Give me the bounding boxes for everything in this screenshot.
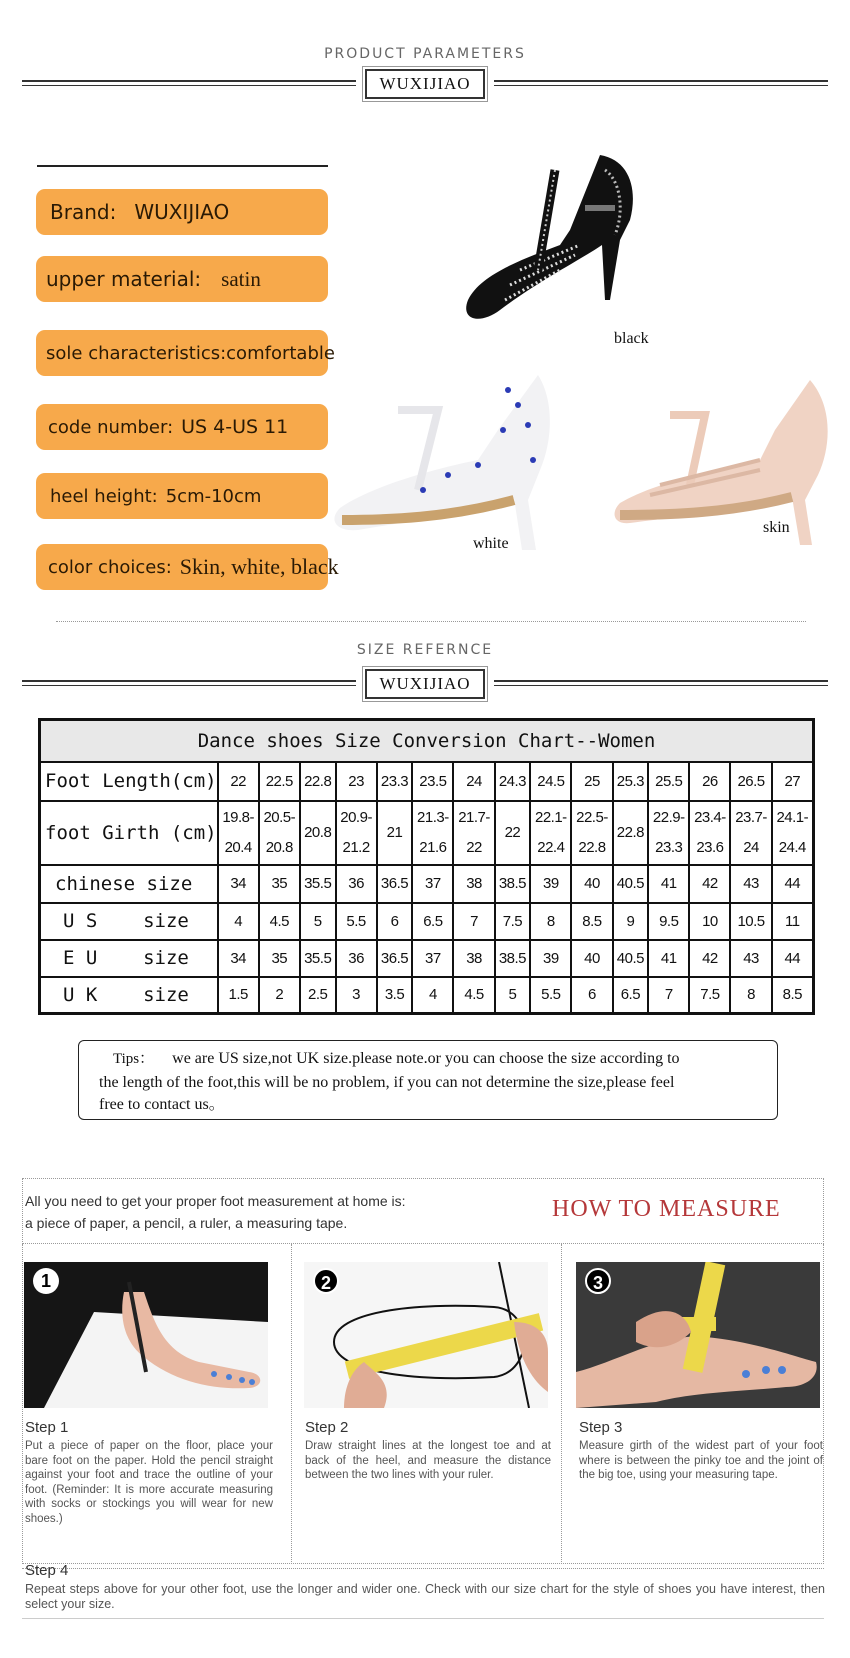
- tips-line-1: we are US size,not UK size.please note.or you can choose the size according to: [172, 1050, 680, 1067]
- foot-girth-cell-bottom: 23.6: [696, 838, 724, 856]
- eu-cell: 35.5: [300, 940, 336, 977]
- foot-girth-cell: [336, 801, 377, 865]
- foot-length-cell: 24.5: [530, 762, 571, 801]
- foot-girth-cell-top: 22.8: [616, 823, 644, 841]
- foot-girth-cell-bottom: 22.8: [578, 838, 606, 856]
- tips-box: [78, 1040, 778, 1120]
- us-cell: 9.5: [648, 903, 689, 940]
- foot-length-cell: 26: [689, 762, 730, 801]
- step-3-number: 3: [585, 1268, 611, 1294]
- uk-cell: 3: [336, 977, 377, 1014]
- black-shoe-label: black: [614, 330, 649, 347]
- chinese-cell: 43: [730, 865, 771, 903]
- foot-length-row: [40, 762, 814, 801]
- foot-girth-cell: [772, 801, 814, 865]
- step-4-separator: [22, 1568, 824, 1569]
- eu-cell: 38: [453, 940, 494, 977]
- param-code-number: [36, 404, 328, 450]
- step-1-number: 1: [33, 1268, 59, 1294]
- foot-girth-cell-bottom: 22.4: [537, 838, 565, 856]
- header-rule-left: [22, 80, 356, 86]
- foot-girth-cell: [689, 801, 730, 865]
- eu-cell: 41: [648, 940, 689, 977]
- uk-size-label: U K size: [40, 977, 218, 1014]
- foot-girth-cell: [530, 801, 571, 865]
- foot-girth-cell-top: 22: [504, 823, 521, 841]
- uk-cell: 7.5: [689, 977, 730, 1014]
- eu-cell: 37: [412, 940, 453, 977]
- foot-girth-cell: [648, 801, 689, 865]
- uk-cell: 7: [648, 977, 689, 1014]
- us-cell: 8: [530, 903, 571, 940]
- foot-girth-cell-top: 21.7-: [458, 808, 490, 826]
- chinese-cell: 37: [412, 865, 453, 903]
- black-shoe-image: [460, 150, 650, 340]
- foot-girth-cell: [412, 801, 453, 865]
- steps-divider-1: [291, 1244, 292, 1564]
- param-brand: [36, 189, 328, 235]
- chinese-cell: 36.5: [377, 865, 413, 903]
- foot-girth-cell-top: 22.9-: [652, 808, 685, 826]
- tips-label: Tips：: [113, 1051, 155, 1067]
- eu-size-row: [40, 940, 814, 977]
- us-cell: 6: [377, 903, 413, 940]
- param-code-number-label: code number:: [48, 416, 174, 438]
- foot-girth-cell-top: 20.5-: [263, 808, 296, 826]
- uk-size-row: [40, 977, 814, 1014]
- chinese-cell: 34: [218, 865, 259, 903]
- steps-divider-2: [561, 1244, 562, 1564]
- foot-length-cell: 24.3: [495, 762, 531, 801]
- eu-size-label: E U size: [40, 940, 218, 977]
- uk-cell: 6.5: [613, 977, 649, 1014]
- chinese-cell: 41: [648, 865, 689, 903]
- foot-length-cell: 22: [218, 762, 259, 801]
- uk-cell: 5: [495, 977, 531, 1014]
- foot-girth-cell-bottom: 20.8: [265, 838, 293, 856]
- size-reference-title: SIZE REFERNCE: [356, 642, 494, 658]
- brand-logo-text-2: WUXIJIAO: [365, 669, 485, 699]
- us-cell: 10: [689, 903, 730, 940]
- step-3-title: Step 3: [579, 1419, 623, 1436]
- us-cell: 5.5: [336, 903, 377, 940]
- us-cell: 9: [613, 903, 649, 940]
- step-2-title: Step 2: [305, 1419, 349, 1436]
- foot-girth-cell-top: 20.8: [304, 823, 332, 841]
- section-divider: [56, 621, 806, 622]
- us-cell: 10.5: [730, 903, 771, 940]
- foot-length-cell: 23.5: [412, 762, 453, 801]
- param-brand-label: Brand:: [50, 200, 117, 224]
- uk-cell: 1.5: [218, 977, 259, 1014]
- us-cell: 11: [772, 903, 814, 940]
- foot-girth-cell-bottom: 24: [743, 838, 759, 856]
- white-shoe-image: [328, 370, 558, 560]
- foot-girth-cell-top: 22.5-: [576, 808, 608, 826]
- param-sole: [36, 330, 335, 376]
- foot-girth-cell: [300, 801, 336, 865]
- step-4-title: Step 4: [25, 1562, 69, 1579]
- eu-cell: 36: [336, 940, 377, 977]
- uk-cell: 3.5: [377, 977, 413, 1014]
- params-top-line: [37, 165, 328, 167]
- foot-girth-cell-top: 21: [386, 823, 403, 841]
- foot-girth-cell: [259, 801, 300, 865]
- step-2-photo: [304, 1262, 548, 1408]
- chinese-cell: 38: [453, 865, 494, 903]
- chinese-cell: 44: [772, 865, 814, 903]
- param-code-number-value: US 4-US 11: [181, 416, 289, 438]
- how-to-measure-heading: HOW TO MEASURE: [552, 1196, 781, 1222]
- eu-cell: 40.5: [613, 940, 649, 977]
- foot-length-cell: 22.8: [300, 762, 336, 801]
- foot-girth-cell-top: 22.1-: [534, 808, 567, 826]
- tips-line-2: the length of the foot,this will be no problem, if you can not determine the size,please feel: [99, 1074, 675, 1091]
- foot-length-label: Foot Length(cm): [40, 762, 218, 801]
- param-color-choices: [36, 544, 339, 590]
- size-conversion-table: [38, 718, 815, 1015]
- foot-girth-cell-bottom: 24.4: [778, 838, 806, 856]
- foot-girth-cell-top: 23.7-: [735, 808, 767, 826]
- uk-cell: 2: [259, 977, 300, 1014]
- us-size-label: U S size: [40, 903, 218, 940]
- us-cell: 7: [453, 903, 494, 940]
- foot-girth-cell: [495, 801, 531, 865]
- foot-length-cell: 25.5: [648, 762, 689, 801]
- tips-line-3: free to contact us。: [99, 1096, 225, 1113]
- param-heel-height: [36, 473, 328, 519]
- eu-cell: 35: [259, 940, 300, 977]
- eu-cell: 40: [571, 940, 612, 977]
- step-2-number: 2: [313, 1268, 339, 1294]
- us-size-row: [40, 903, 814, 940]
- foot-length-cell: 25.3: [613, 762, 649, 801]
- foot-girth-cell-bottom: 22: [466, 838, 482, 856]
- foot-girth-cell: [453, 801, 494, 865]
- foot-length-cell: 22.5: [259, 762, 300, 801]
- us-cell: 5: [300, 903, 336, 940]
- uk-cell: 8.5: [772, 977, 814, 1014]
- step-1-photo: [24, 1262, 268, 1408]
- us-cell: 8.5: [571, 903, 612, 940]
- foot-girth-cell-bottom: 20.4: [224, 838, 252, 856]
- param-upper-material-label: upper material:: [46, 267, 202, 291]
- step-1-text: Put a piece of paper on the floor, place your bare foot on the paper. Hold the pencil straight against your foot and trace the outline of your foot. (Reminder: It is more accurate measuring with socks or stockings you will wear for new shoes.): [25, 1440, 273, 1525]
- product-parameters-title: PRODUCT PARAMETERS: [324, 46, 526, 62]
- chinese-cell: 39: [530, 865, 571, 903]
- chinese-size-row: [40, 865, 814, 903]
- chinese-cell: 36: [336, 865, 377, 903]
- param-color-choices-label: color choices:: [48, 556, 172, 578]
- foot-girth-cell: [613, 801, 649, 865]
- uk-cell: 4: [412, 977, 453, 1014]
- brand-logo-box: [362, 66, 488, 102]
- eu-cell: 38.5: [495, 940, 531, 977]
- chinese-cell: 40: [571, 865, 612, 903]
- foot-girth-cell-top: 20.9-: [340, 808, 372, 826]
- white-shoe-label: white: [473, 535, 509, 552]
- param-heel-height-label: heel height:: [50, 485, 158, 507]
- brand-logo-box-2: [362, 666, 488, 702]
- eu-cell: 36.5: [377, 940, 413, 977]
- brand-logo-text: WUXIJIAO: [365, 69, 485, 99]
- measure-intro-line-2: a piece of paper, a pencil, a ruler, a measuring tape.: [25, 1215, 348, 1231]
- header2-rule-right: [494, 680, 828, 686]
- us-cell: 6.5: [412, 903, 453, 940]
- foot-girth-cell-top: 19.8-: [222, 808, 255, 826]
- foot-length-cell: 23: [336, 762, 377, 801]
- header-rule-right: [494, 80, 828, 86]
- foot-girth-cell: [730, 801, 771, 865]
- skin-shoe-label: skin: [763, 519, 790, 536]
- us-cell: 4.5: [259, 903, 300, 940]
- us-cell: 7.5: [495, 903, 531, 940]
- how-to-measure-section: [22, 1178, 824, 1618]
- foot-girth-label: foot Girth (cm): [40, 801, 218, 865]
- foot-length-cell: 27: [772, 762, 814, 801]
- eu-cell: 44: [772, 940, 814, 977]
- header2-rule-left: [22, 680, 356, 686]
- chinese-cell: 42: [689, 865, 730, 903]
- foot-length-cell: 26.5: [730, 762, 771, 801]
- step-3-text: Measure girth of the widest part of your foot where is between the pinky toe and the joint of the big toe, using your measuring tape.: [579, 1440, 823, 1481]
- foot-girth-cell-bottom: 21.2: [342, 838, 370, 856]
- foot-girth-cell-bottom: 23.3: [655, 838, 683, 856]
- param-brand-value: WUXIJIAO: [134, 200, 230, 224]
- skin-shoe-image: [610, 375, 840, 555]
- uk-cell: 8: [730, 977, 771, 1014]
- eu-cell: 42: [689, 940, 730, 977]
- eu-cell: 39: [530, 940, 571, 977]
- foot-length-cell: 23.3: [377, 762, 413, 801]
- param-color-choices-value: Skin, white, black: [179, 554, 339, 579]
- foot-length-cell: 24: [453, 762, 494, 801]
- uk-cell: 6: [571, 977, 612, 1014]
- step-4-text: Repeat steps above for your other foot, use the longer and wider one. Check with our size chart for the style of shoes you have interest, then select your size.: [25, 1582, 825, 1611]
- param-heel-height-value: 5cm-10cm: [165, 485, 262, 507]
- foot-girth-cell-top: 24.1-: [776, 808, 809, 826]
- foot-length-cell: 25: [571, 762, 612, 801]
- measure-intro-line-1: All you need to get your proper foot measurement at home is:: [25, 1193, 406, 1209]
- size-chart-caption: Dance shoes Size Conversion Chart--Women: [40, 720, 814, 762]
- foot-girth-cell: [377, 801, 413, 865]
- chinese-size-label: chinese size: [40, 865, 218, 903]
- chinese-cell: 40.5: [613, 865, 649, 903]
- foot-girth-cell-top: 21.3-: [417, 808, 449, 826]
- foot-girth-cell: [571, 801, 612, 865]
- step-2-text: Draw straight lines at the longest toe and at back of the heel, and measure the distance between the two lines with your ruler.: [305, 1440, 551, 1481]
- param-sole-label: sole characteristics:comfortable: [46, 342, 335, 364]
- chinese-cell: 35: [259, 865, 300, 903]
- measure-bottom-line: [22, 1618, 824, 1619]
- foot-girth-cell-top: 23.4-: [694, 808, 726, 826]
- foot-girth-row: [40, 801, 814, 865]
- param-upper-material: [36, 256, 328, 302]
- param-upper-material-value: satin: [221, 266, 261, 291]
- uk-cell: 2.5: [300, 977, 336, 1014]
- foot-girth-cell-bottom: 21.6: [419, 838, 447, 856]
- eu-cell: 43: [730, 940, 771, 977]
- step-1-title: Step 1: [25, 1419, 69, 1436]
- uk-cell: 4.5: [453, 977, 494, 1014]
- uk-cell: 5.5: [530, 977, 571, 1014]
- foot-girth-cell: [218, 801, 259, 865]
- chinese-cell: 38.5: [495, 865, 531, 903]
- chinese-cell: 35.5: [300, 865, 336, 903]
- eu-cell: 34: [218, 940, 259, 977]
- step-3-photo: [576, 1262, 820, 1408]
- us-cell: 4: [218, 903, 259, 940]
